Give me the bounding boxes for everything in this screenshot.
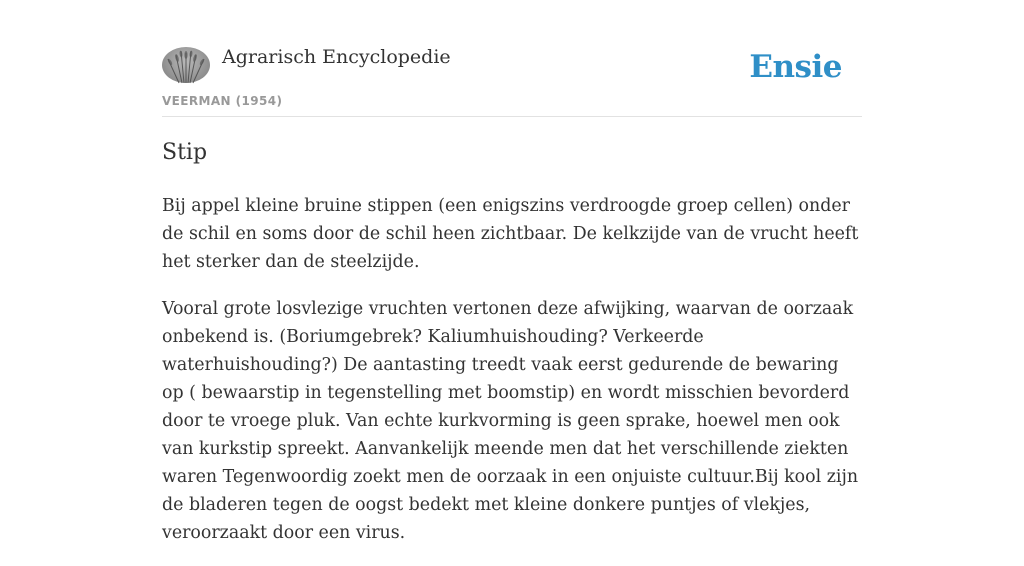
entry-paragraph: Vooral grote losvlezige vruchten vertonen deze afwijking, waarvan de oorzaak onbekend is. (Boriumgebrek? Kaliumhuishouding? Verkeerde waterhuishouding?) De aantasting treedt vaak eerst gedurende de bewaring op ( bewaarstip in tegenstelling met boomstip) en wordt misschien bevorderd door te vroege pluk. Van echte kurkvorming is geen sprake, hoewel men ook van kurkstip spreekt. Aanvankelijk meende men dat het verschillende ziekten waren Tegenwoordig zoekt men de oorzaak in een onjuiste cultuur.Bij kool zijn de bladeren tegen de oogst bedekt met kleine donkere puntjes of vlekjes, veroorzaakt door een virus. [162,299,859,543]
wheat-logo-icon[interactable] [162,47,210,83]
publication-header [162,44,862,117]
entry-body [162,192,862,566]
entry-paragraph: Bij appel kleine bruine stippen (een enigszins verdroogde groep cellen) onder de schil en soms door de schil heen zichtbaar. De kelkzijde van de vrucht heeft het sterker dan de steelzijde. [162,196,859,272]
ensie-brand-logo[interactable]: Ensie [749,49,842,85]
entry-title: Stip [162,140,208,165]
publication-subtitle: VEERMAN (1954) [162,94,283,108]
publication-title[interactable]: Agrarisch Encyclopedie [222,46,451,68]
